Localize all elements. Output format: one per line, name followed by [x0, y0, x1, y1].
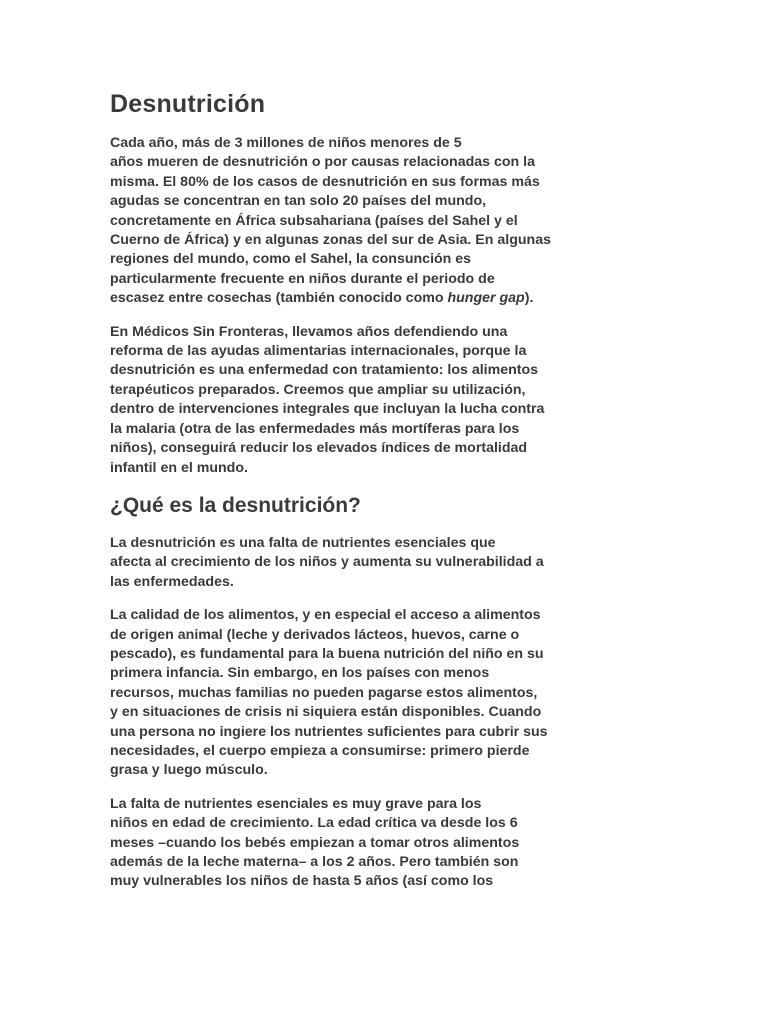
section-heading: ¿Qué es la desnutrición? — [110, 493, 361, 517]
paragraph-line: dentro de intervenciones integrales que incluyan la lucha contra — [110, 401, 545, 418]
paragraph-line: muy vulnerables los niños de hasta 5 años (así como los — [110, 873, 494, 890]
paragraph-line: infantil en el mundo. — [110, 459, 248, 476]
paragraph-line: y en situaciones de crisis ni siquiera están disponibles. Cuando — [110, 704, 542, 721]
paragraph-line: La desnutrición es una falta de nutrientes esenciales que — [110, 534, 496, 551]
paragraph-line: la malaria (otra de las enfermedades más mortíferas para los — [110, 420, 520, 437]
paragraph-line: particularmente frecuente en niños durante el periodo de — [110, 270, 495, 287]
paragraph-line: terapéuticos preparados. Creemos que ampliar su utilización, — [110, 381, 526, 398]
paragraph-line: La falta de nutrientes esenciales es muy grave para los — [110, 795, 482, 812]
paragraph-line: agudas se concentran en tan solo 20 países del mundo, — [110, 193, 487, 210]
paragraph-line: recursos, muchas familias no pueden pagarse estos alimentos, — [110, 684, 538, 701]
paragraph-line-tail: ). — [524, 290, 534, 307]
paragraph-line: de origen animal (leche y derivados lácteos, huevos, carne o — [110, 626, 520, 643]
paragraph-line: meses –cuando los bebés empiezan a tomar otros alimentos — [110, 834, 520, 851]
paragraph-line: una persona no ingiere los nutrientes suficientes para cubrir sus — [110, 723, 548, 740]
paragraph-line: regiones del mundo, como el Sahel, la consunción es — [110, 251, 472, 268]
paragraph-line: pescado), es fundamental para la buena nutrición del niño en su — [110, 645, 544, 662]
paragraph-line: necesidades, el cuerpo empieza a consumirse: primero pierde — [110, 742, 530, 759]
paragraph-line: además de la leche materna– a los 2 años. Pero también son — [110, 854, 519, 870]
paragraph-line: niños), conseguirá reducir los elevados índices de mortalidad — [110, 440, 528, 457]
paragraph-line: años mueren de desnutrición o por causas relacionadas con la — [110, 154, 535, 171]
section-paragraph-2 — [110, 606, 662, 781]
paragraph-line: Cuerno de África) y en algunas zonas del sur de Asia. En algunas — [110, 232, 551, 249]
paragraph-line: desnutrición es una enfermedad con tratamiento: los alimentos — [110, 362, 539, 379]
paragraph-line: escasez entre cosechas (también conocido como — [110, 290, 448, 307]
paragraph-line: concretamente en África subsahariana (países del Sahel y el — [110, 212, 518, 229]
paragraph-line: reforma de las ayudas alimentarias internacionales, porque la — [110, 343, 527, 360]
paragraph-line: primera infancia. Sin embargo, en los países con menos — [110, 665, 490, 682]
paragraph-line: En Médicos Sin Fronteras, llevamos años defendiendo una — [110, 323, 508, 340]
document-page — [110, 88, 662, 906]
paragraph-line: grasa y luego músculo. — [110, 762, 268, 779]
paragraph-line: La calidad de los alimentos, y en especial el acceso a alimentos — [110, 607, 541, 624]
paragraph-line: misma. El 80% de los casos de desnutrición en sus formas más — [110, 173, 540, 190]
intro-paragraph-2 — [110, 323, 662, 478]
hunger-gap-emphasis: hunger gap — [447, 290, 525, 307]
section-paragraph-3 — [110, 795, 662, 892]
intro-paragraph-1 — [110, 134, 662, 309]
paragraph-line: Cada año, más de 3 millones de niños menores de 5 — [110, 135, 462, 151]
paragraph-line: las enfermedades. — [110, 573, 234, 590]
paragraph-line: niños en edad de crecimiento. La edad crítica va desde los 6 — [110, 815, 518, 832]
section-paragraph-1 — [110, 534, 662, 592]
paragraph-line: afecta al crecimiento de los niños y aumenta su vulnerabilidad a — [110, 554, 544, 571]
page-title: Desnutrición — [110, 90, 266, 118]
